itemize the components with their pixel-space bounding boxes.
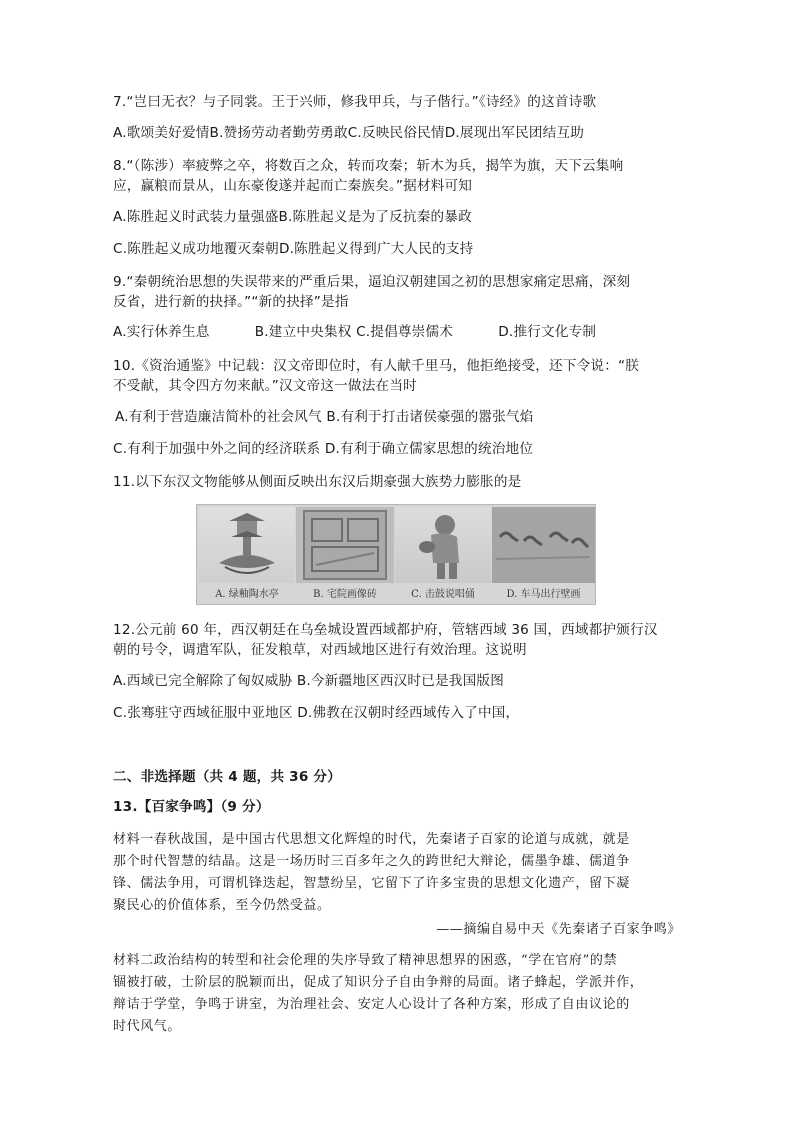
courtyard-relief-brick-image: [296, 507, 394, 583]
q12-stem-line1: 12.公元前 60 年，西汉朝廷在乌垒城设置西域都护府，管辖西域 36 国，西域都护颁行汉: [113, 622, 658, 638]
q10-options-line1: A.有利于营造廉洁简朴的社会风气 B.有利于打击诸侯豪强的嚣张气焰: [115, 409, 534, 425]
q13-title: 13.【百家争鸣】（9 分）: [113, 799, 270, 815]
q13-material1-source: ——摘编自易中天《先秦诸子百家争鸣》: [436, 922, 681, 937]
q10-stem-line2: 不受献，其令四方勿来献。”汉文帝这一做法在当时: [113, 378, 417, 394]
q13-material2-line3: 辩诘于学堂，争鸣于讲室，为治理社会、安定人心设计了各种方案，形成了自由议论的: [113, 997, 630, 1012]
q10-options-line2: C.有利于加强中外之间的经济联系 D.有利于确立儒家思想的统治地位: [113, 441, 534, 457]
q7-stem: 7.“岂曰无衣？与子同裳。王于兴师，修我甲兵，与子偕行。”《诗经》的这首诗歌: [113, 94, 597, 110]
q11-artifacts-figure: [196, 504, 596, 605]
q13-material2-line4: 时代风气。: [113, 1019, 182, 1034]
caption-d: D. 车马出行壁画: [506, 589, 581, 600]
q9-stem-line1: 9.“秦朝统治思想的失误带来的严重后果，逼迫汉朝建国之初的思想家痛定思痛，深刻: [113, 274, 631, 290]
q8-options-line2: C.陈胜起义成功地覆灭秦朝D.陈胜起义得到广大人民的支持: [113, 241, 474, 257]
q12-options-line2: C.张骞驻守西域征服中亚地区 D.佛教在汉朝时经西域传入了中国，: [113, 705, 520, 721]
q13-material1-line4: 聚民心的价值体系，至今仍然受益。: [113, 898, 331, 913]
q13-material2-line2: 锢被打破，士阶层的脱颖而出，促成了知识分子自由争辩的局面。诸子蜂起，学派并作，: [113, 975, 644, 990]
green-glazed-water-pavilion-image: [199, 507, 295, 583]
section-2-title: 二、非选择题（共 4 题，共 36 分）: [113, 769, 342, 785]
chariot-procession-mural-image: [492, 507, 595, 583]
q13-material2-line1: 材料二政治结构的转型和社会伦理的失序导致了精神思想界的困惑，“学在官府”的禁: [113, 953, 618, 968]
q7-options: A.歌颂美好爱情B.赞扬劳动者勤劳勇敢C.反映民俗民情D.展现出军民团结互助: [113, 125, 585, 141]
q13-material1-line3: 锋、儒法争用，可谓机锋迭起，智慧纷呈，它留下了许多宝贵的思想文化遗产，留下凝: [113, 876, 630, 891]
caption-c: C. 击鼓说唱俑: [411, 589, 475, 600]
q9-options: A.实行休养生息 B.建立中央集权 C.提倡尊崇儒术 D.推行文化专制: [113, 324, 597, 340]
q10-stem-line1: 10.《资治通鉴》中记载：汉文帝即位时，有人献千里马，他拒绝接受，还下令说：“朕: [113, 358, 640, 374]
q12-options-line1: A.西域已完全解除了匈奴威胁 B.今新疆地区西汉时已是我国版图: [113, 673, 504, 689]
drum-storyteller-figurine-image: [395, 507, 491, 583]
q9-stem-line2: 反省，进行新的抉择。”“新的抉择”是指: [113, 294, 349, 310]
q13-material1-line2: 那个时代智慧的结晶。这是一场历时三百多年之久的跨世纪大辩论，儒墨争雄、儒道争: [113, 854, 630, 869]
q12-stem-line2: 朝的号令，调遣军队，征发粮草，对西域地区进行有效治理。这说明: [113, 642, 527, 658]
q8-options-line1: A.陈胜起义时武装力量强盛B.陈胜起义是为了反抗秦的暴政: [113, 209, 472, 225]
q11-stem: 11.以下东汉文物能够从侧面反映出东汉后期豪强大族势力膨胀的是: [113, 474, 522, 490]
q13-material1-line1: 材料一春秋战国，是中国古代思想文化辉煌的时代，先秦诸子百家的论道与成就，就是: [113, 832, 630, 847]
q8-stem-line2: 应，赢粮而景从，山东豪俊遂并起而亡秦族矣。”据材料可知: [113, 178, 473, 194]
q8-stem-line1: 8.“（陈涉）率疲弊之卒，将数百之众，转而攻秦；斩木为兵，揭竿为旗，天下云集响: [113, 158, 624, 174]
caption-b: B. 宅院画像砖: [313, 589, 377, 600]
caption-a: A. 绿釉陶水亭: [215, 589, 279, 600]
